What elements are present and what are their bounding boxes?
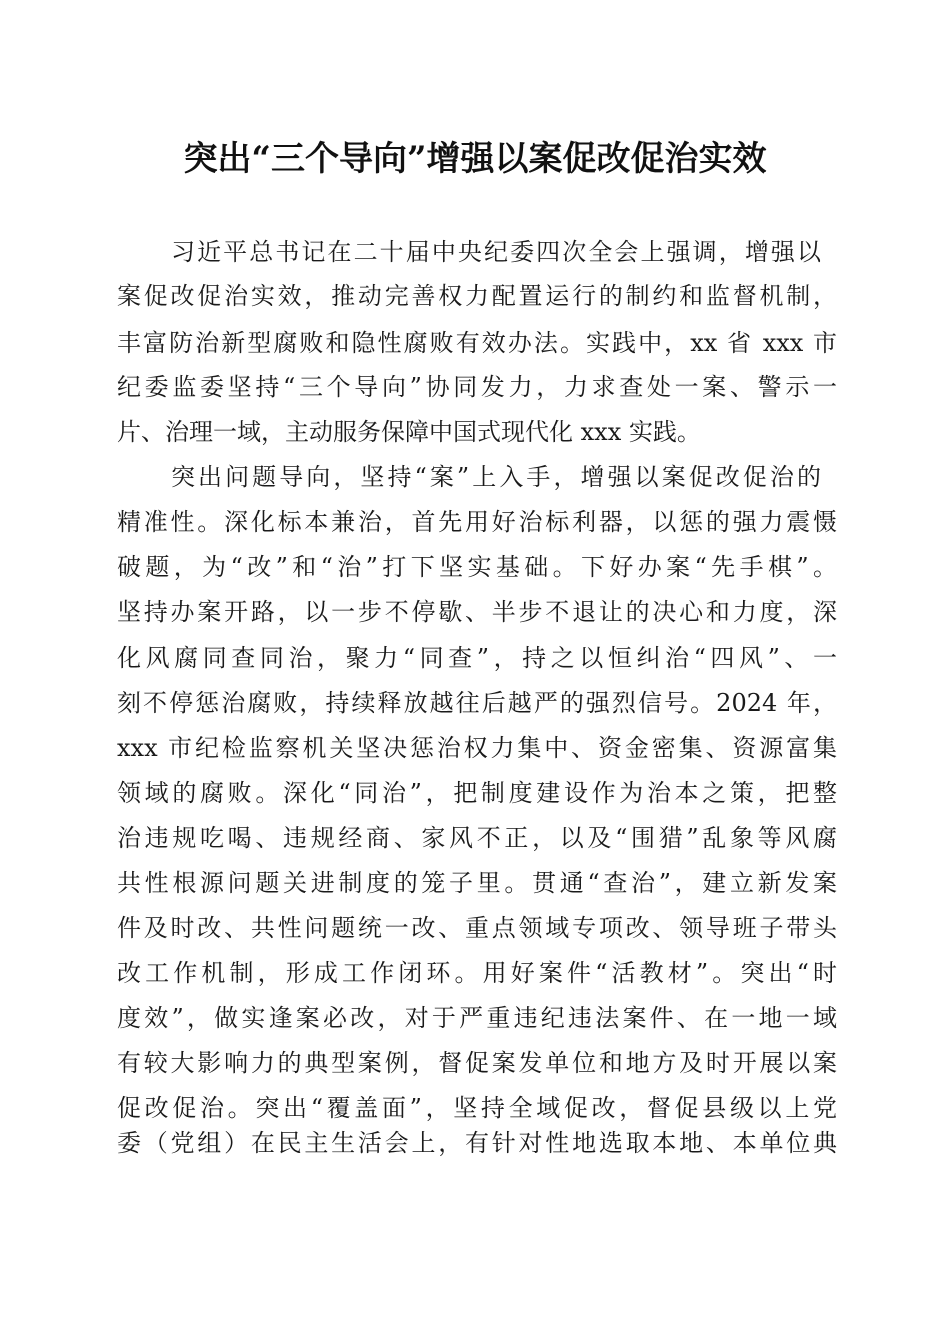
paragraph-2-line-4: 坚持办案开路，以一步不停歇、半步不退让的决心和力度，深 bbox=[117, 598, 837, 626]
paragraph-2-line-14: 有较大影响力的典型案例，督促案发单位和地方及时开展以案 bbox=[117, 1049, 837, 1077]
paragraph-2-line-10: 共性根源问题关进制度的笼子里。贯通“查治”，建立新发案 bbox=[117, 869, 837, 897]
paragraph-2-line-5: 化风腐同查同治，聚力“同查”，持之以恒纠治“四风”、一 bbox=[117, 644, 837, 672]
paragraph-1-line-4: 纪委监委坚持“三个导向”协同发力，力求查处一案、警示一 bbox=[117, 373, 837, 401]
paragraph-1-line-1: 习近平总书记在二十届中央纪委四次全会上强调，增强以 bbox=[171, 238, 821, 266]
paragraph-2-line-8: 领域的腐败。深化“同治”，把制度建设作为治本之策，把整 bbox=[117, 779, 837, 807]
paragraph-2-line-9: 治违规吃喝、违规经商、家风不正，以及“围猎”乱象等风腐 bbox=[117, 824, 837, 852]
paragraph-2-line-6: 刻不停惩治腐败，持续释放越往后越严的强烈信号。2024 年， bbox=[117, 689, 837, 717]
paragraph-2-line-13: 度效”，做实逢案必改，对于严重违纪违法案件、在一地一域 bbox=[117, 1004, 837, 1032]
paragraph-2-line-1: 突出问题导向，坚持“案”上入手，增强以案促改促治的 bbox=[171, 463, 821, 491]
paragraph-2-line-11: 件及时改、共性问题统一改、重点领域专项改、领导班子带头 bbox=[117, 914, 837, 942]
paragraph-2-line-3: 破题，为“改”和“治”打下坚实基础。下好办案“先手棋”。 bbox=[117, 553, 837, 581]
paragraph-1-line-3: 丰富防治新型腐败和隐性腐败有效办法。实践中，xx 省 xxx 市 bbox=[117, 329, 837, 357]
paragraph-1-line-5: 片、治理一域，主动服务保障中国式现代化 xxx 实践。 bbox=[117, 418, 701, 446]
paragraph-2-line-12: 改工作机制，形成工作闭环。用好案件“活教材”。突出“时 bbox=[117, 959, 837, 987]
paragraph-2-line-2: 精准性。深化标本兼治，首先用好治标利器，以惩的强力震慑 bbox=[117, 508, 837, 536]
paragraph-2-line-15: 促改促治。突出“覆盖面”，坚持全域促改，督促县级以上党 bbox=[117, 1094, 837, 1122]
paragraph-1-line-2: 案促改促治实效，推动完善权力配置运行的制约和监督机制， bbox=[117, 282, 837, 310]
paragraph-2-line-16: 委（党组）在民主生活会上，有针对性地选取本地、本单位典 bbox=[117, 1129, 837, 1157]
paragraph-2-line-7: xxx 市纪检监察机关坚决惩治权力集中、资金密集、资源富集 bbox=[117, 734, 837, 762]
document-title: 突出“三个导向”增强以案促改促治实效 bbox=[183, 139, 767, 179]
